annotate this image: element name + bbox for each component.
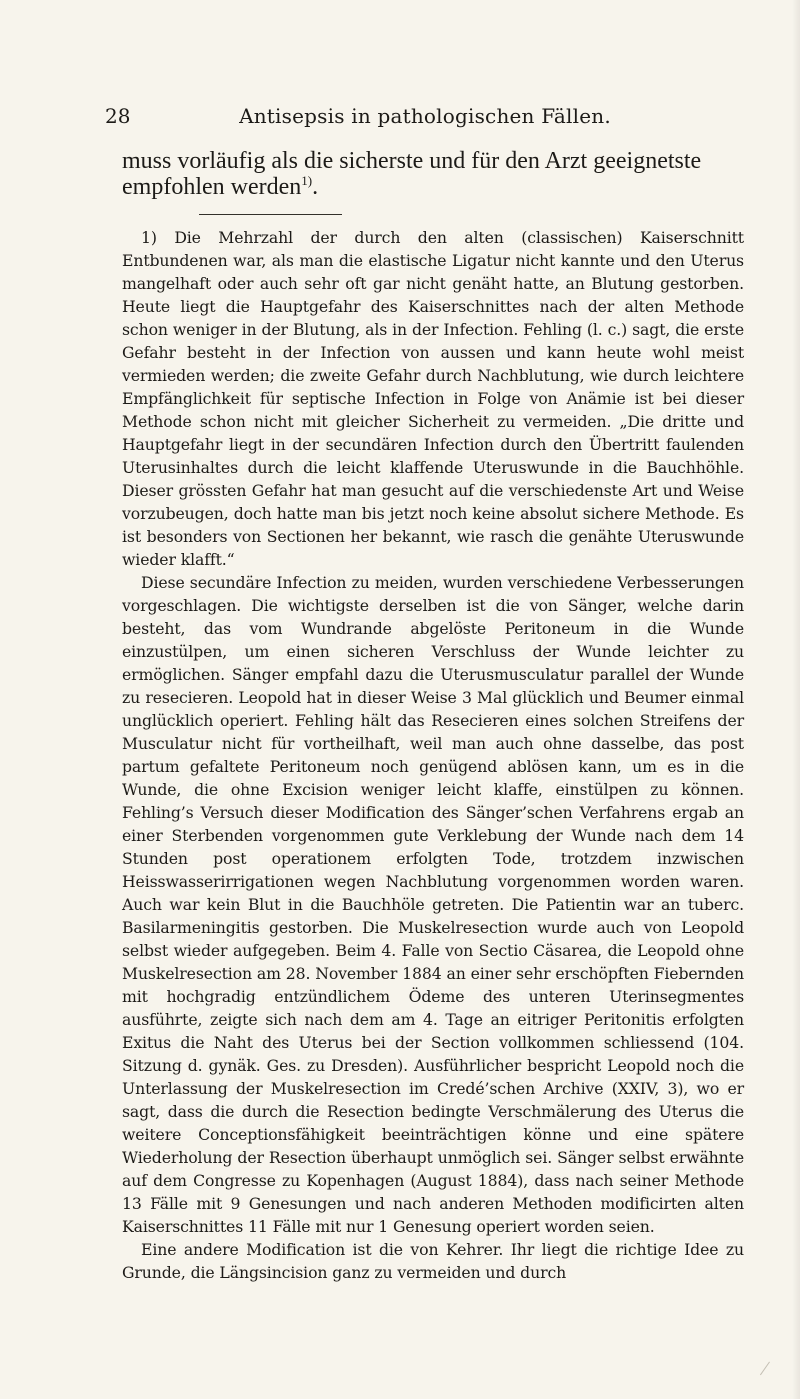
main-text: [122, 148, 742, 200]
footnote-paragraph-1: 1) Die Mehrzahl der durch den alten (classischen) Kaiserschnitt Entbundenen war, als man die elastische Ligatur nicht kannte und den Uterus mangelhaft oder auch sehr oft gar nicht genäht hatte, an Blutung gestorben. Heute liegt die Hauptgefahr des Kaiserschnittes nach der alten Methode schon weniger in der Blutung, als in der Infection. Fehling (l. c.) sagt, die erste Gefahr besteht in der Infection von aussen und kann heute wohl meist vermieden werden; die zweite Gefahr durch Nachblutung, wie durch leichtere Empfänglichkeit für septische Infection in Folge von Anämie ist bei dieser Methode schon nicht mit gleicher Sicherheit zu vermeiden. „Die dritte und Hauptgefahr liegt in der secundären Infection durch den Übertritt faulenden Uterusinhaltes durch die leicht klaffende Uteruswunde in die Bauchhöhle. Dieser grössten Gefahr hat man gesucht auf die verschiedenste Art und Weise vorzubeugen, doch hatte man bis jetzt noch keine absolut sichere Methode. Es ist besonders von Sectionen her bekannt, wie rasch die genähte Uteruswunde wieder klafft.“: [122, 228, 744, 569]
running-head: [105, 104, 745, 134]
running-title: Antisepsis in pathologischen Fällen.: [239, 104, 611, 128]
footnote-reference: 1): [301, 173, 313, 188]
page-corner-mark: [760, 1362, 783, 1385]
footnote-paragraph-2: Diese secundäre Infection zu meiden, wurden verschiedene Verbesserungen vorgeschlagen. Die wichtigste derselben ist die von Sänger, welche darin besteht, das vom Wundrande abgelöste Peritoneum in die Wunde einzustülpen, um einen sicheren Verschluss der Wunde leichter zu ermöglichen. Sänger empfahl dazu die Uterusmusculatur parallel der Wunde zu resecieren. Leopold hat in dieser Weise 3 Mal glücklich und Beumer einmal unglücklich operiert. Fehling hält das Resecieren eines solchen Streifens der Musculatur nicht für vortheilhaft, weil man auch ohne dasselbe, das post partum gefaltete Peritoneum noch genügend ablösen kann, um es in die Wunde, die ohne Excision weniger leicht klaffe, einstülpen zu können. Fehling’s Versuch dieser Modification des Sänger’schen Verfahrens ergab an einer Sterbenden vorgenommen gute Verklebung der Wunde nach dem 14 Stunden post operationem erfolgten Tode, trotzdem inzwischen Heisswasserirrigationen wegen Nachblutung vorgenommen worden waren. Auch war kein Blut in die Bauchhöle getreten. Die Patientin war an tuberc. Basilarmeningitis gestorben. Die Muskelresection wurde auch von Leopold selbst wieder aufgegeben. Beim 4. Falle von Sectio Cäsarea, die Leopold ohne Muskelresection am 28. November 1884 an einer sehr erschöpften Fiebernden mit hochgradig entzündlichem Ödeme des unteren Uterinsegmentes ausführte, zeigte sich nach dem am 4. Tage an eitriger Peritonitis erfolgten Exitus die Naht des Uterus bei der Section vollkommen schliessend (104. Sitzung d. gynäk. Ges. zu Dresden). Ausführlicher bespricht Leopold noch die Unterlassung der Muskelresection im Credé’schen Archive (XXIV, 3), wo er sagt, dass die durch die Resection bedingte Verschmälerung des Uterus die weitere Conceptionsfähigkeit beeinträchtigen könne und eine spätere Wiederholung der Resection überhaupt unmöglich sei. Sänger selbst erwähnte auf dem Congresse zu Kopenhagen (August 1884), dass nach seiner Methode 13 Fälle mit 9 Genesungen und nach anderen Methoden modificirten alten Kaiserschnittes 11 Fälle mit nur 1 Genesung operiert worden seien.: [122, 573, 744, 1236]
footnote-paragraph-3: Eine andere Modification ist die von Kehrer. Ihr liegt die richtige Idee zu Grunde, die Längsincision ganz zu vermeiden und durch: [122, 1240, 744, 1282]
page-edge-shadow: [792, 0, 800, 1399]
main-text-terminal-punctuation: .: [312, 174, 319, 200]
page-number: 28: [105, 104, 131, 128]
footnote-separator: [199, 214, 342, 215]
main-text-content: muss vorläufig als die sicherste und für den Arzt geeignetste empfohlen werden: [122, 148, 702, 200]
footnote: [122, 226, 744, 1284]
